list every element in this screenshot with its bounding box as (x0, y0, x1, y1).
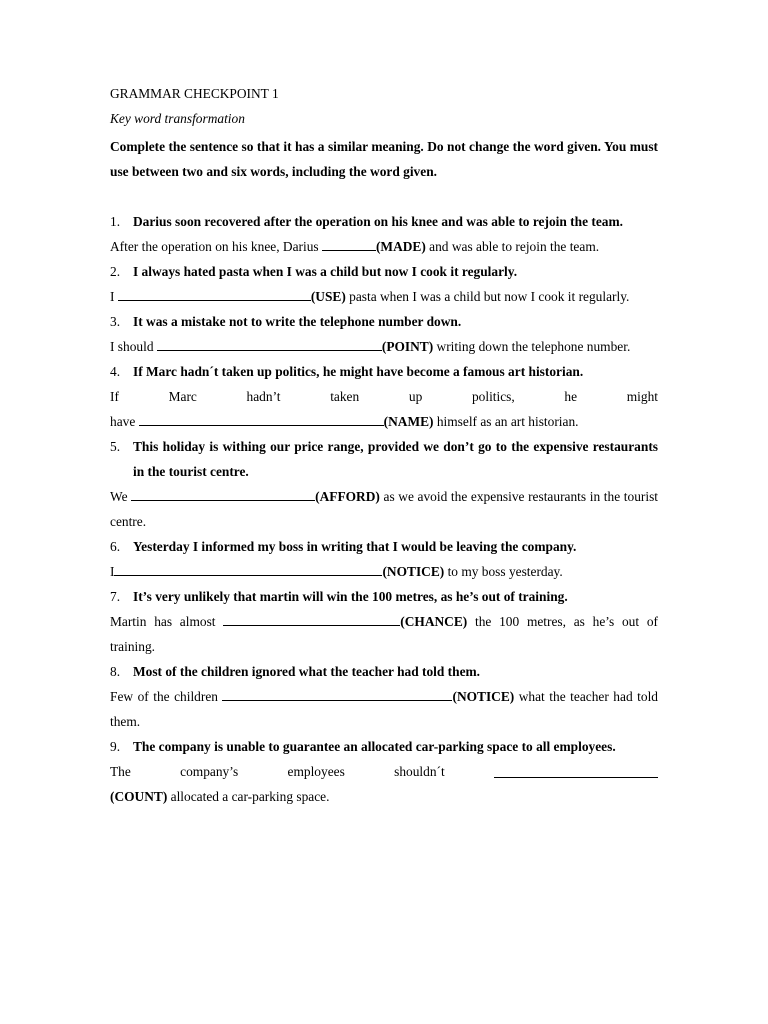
question-number: 5. (110, 439, 121, 454)
question-7 (110, 584, 658, 609)
answer-8 (110, 684, 658, 734)
answer-1 (110, 234, 658, 259)
keyword: (USE) (310, 289, 346, 304)
answer-blank[interactable] (139, 414, 384, 426)
question-2 (110, 259, 658, 284)
answer-text-after: pasta when I was a child but now I cook it regularly. (345, 289, 630, 304)
answer-text-after: to my boss yesterday. (444, 564, 563, 579)
question-number: 2. (110, 264, 121, 279)
answer-line1-row (110, 759, 658, 784)
answer-blank[interactable] (131, 489, 315, 501)
question-text: I always hated pasta when I was a child but now I cook it regularly. (133, 264, 518, 279)
answer-text-before: After the operation on his knee, Darius (110, 239, 322, 254)
question-number: 7. (110, 589, 121, 604)
answer-blank[interactable] (223, 614, 400, 626)
keyword: (NAME) (383, 414, 434, 429)
question-number: 3. (110, 314, 121, 329)
answer-9 (110, 759, 658, 809)
question-8 (110, 659, 658, 684)
answer-text-before: I should (110, 339, 157, 354)
answer-blank[interactable] (322, 239, 376, 251)
question-1 (110, 209, 658, 234)
question-number: 4. (110, 364, 121, 379)
answer-blank[interactable] (494, 766, 658, 778)
answer-text-before: Martin has almost (110, 614, 224, 629)
page-title: GRAMMAR CHECKPOINT 1 (110, 86, 279, 101)
answer-7 (110, 609, 658, 659)
question-text: The company is unable to guarantee an allocated car-parking space to all employees. (133, 739, 616, 754)
answer-3 (110, 334, 658, 359)
worksheet (110, 84, 658, 809)
keyword: (MADE) (375, 239, 426, 254)
question-5 (110, 434, 658, 484)
answer-text-after: allocated a car-parking space. (167, 789, 330, 804)
answer-text-before: have (110, 414, 139, 429)
answer-blank[interactable] (222, 689, 452, 701)
answer-4 (110, 384, 658, 434)
answer-text-line1: The company’s employees shouldn´t (110, 764, 495, 779)
answer-2 (110, 284, 658, 309)
keyword: (NOTICE) (382, 564, 445, 579)
keyword: (AFFORD) (315, 489, 380, 504)
question-9 (110, 734, 658, 759)
answer-text-after: the 100 metres, as he’s out of training. (110, 614, 658, 654)
question-text: This holiday is withing our price range, provided we don’t go to the expensive restaurants in the tourist centre. (133, 439, 658, 479)
answer-text-before: I (110, 564, 115, 579)
question-number: 9. (110, 739, 121, 754)
answer-5 (110, 484, 658, 534)
question-6 (110, 534, 658, 559)
answer-blank[interactable] (118, 289, 311, 301)
answer-6 (110, 559, 658, 584)
answer-text-before: I (110, 289, 118, 304)
answer-text-after: what the teacher had told them. (110, 689, 658, 729)
answer-text-after: as we avoid the expensive restaurants in the tourist centre. (110, 489, 658, 529)
question-text: If Marc hadn´t taken up politics, he might have become a famous art historian. (133, 364, 584, 379)
answer-text-line1: If Marc hadn’t taken up politics, he might (110, 389, 658, 404)
keyword: (NOTICE) (452, 689, 515, 704)
keyword: (CHANCE) (400, 614, 468, 629)
answer-text-after: writing down the telephone number. (433, 339, 631, 354)
exercise-list (110, 209, 658, 809)
question-text: Yesterday I informed my boss in writing that I would be leaving the company. (133, 539, 577, 554)
instructions: Complete the sentence so that it has a similar meaning. Do not change the word given. You must use between two and six words, including the word given. (110, 139, 658, 179)
keyword: (POINT) (381, 339, 434, 354)
question-text: Darius soon recovered after the operation on his knee and was able to rejoin the team. (133, 214, 623, 229)
answer-blank[interactable] (114, 564, 382, 576)
answer-text-before: Few of the children (110, 689, 223, 704)
question-text: It was a mistake not to write the telephone number down. (133, 314, 462, 329)
keyword: (COUNT) (110, 789, 168, 804)
question-4 (110, 359, 658, 384)
answer-text-before: We (110, 489, 132, 504)
question-number: 8. (110, 664, 121, 679)
question-text: Most of the children ignored what the teacher had told them. (133, 664, 481, 679)
question-number: 1. (110, 214, 121, 229)
question-3 (110, 309, 658, 334)
page-subtitle: Key word transformation (110, 111, 245, 126)
question-number: 6. (110, 539, 121, 554)
answer-blank[interactable] (157, 339, 382, 351)
answer-text-after: himself as an art historian. (433, 414, 579, 429)
answer-text-after: and was able to rejoin the team. (425, 239, 600, 254)
question-text: It’s very unlikely that martin will win the 100 metres, as he’s out of training. (133, 589, 568, 604)
